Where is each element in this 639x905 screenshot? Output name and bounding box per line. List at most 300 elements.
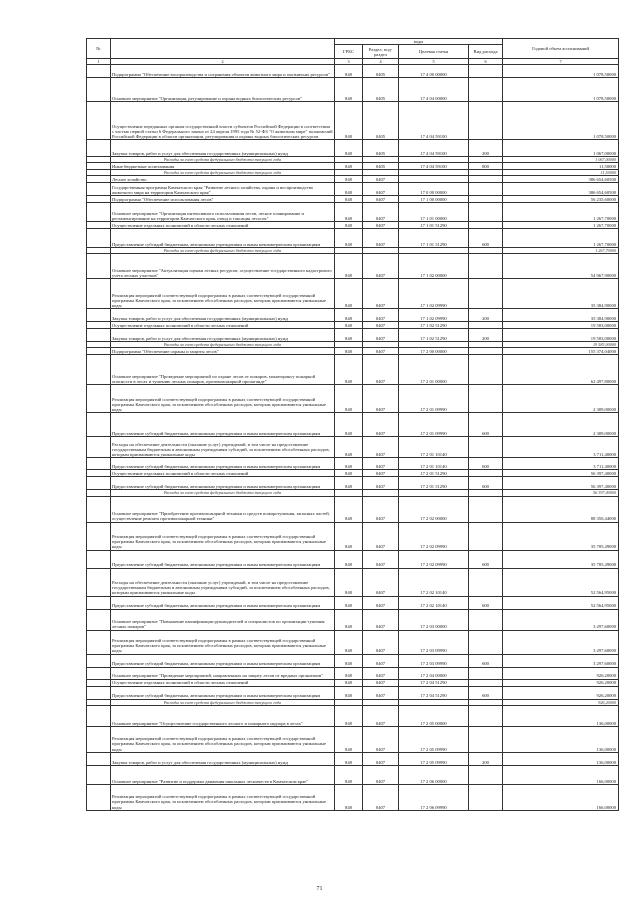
row-amount: 56 397,40000 — [503, 490, 619, 496]
row-grbs: 848 — [335, 437, 363, 458]
row-target-article: 17 2 01 51290 — [399, 477, 469, 490]
budget-page — [86, 38, 618, 811]
table-row — [87, 667, 619, 679]
row-number — [87, 686, 111, 699]
row-number — [87, 679, 111, 686]
colnum-5: 5 — [399, 59, 469, 65]
row-target-article: 17 2 02 00000 — [399, 496, 469, 522]
row-amount: 136,00000 — [503, 726, 619, 752]
row-grbs: 848 — [335, 222, 363, 229]
table-row — [87, 65, 619, 78]
row-grbs: 848 — [335, 413, 363, 437]
row-amount: 56 397,40000 — [503, 470, 619, 477]
row-name: Предоставление субсидий бюджетным, автономным учреждениям и иным некоммерческим организациям — [111, 550, 335, 568]
row-razdel: 0407 — [363, 254, 399, 279]
row-razdel: 0407 — [363, 667, 399, 679]
row-grbs: 848 — [335, 550, 363, 568]
row-target-article: 17 2 01 10140 — [399, 437, 469, 458]
row-name: Закупка товаров, работ и услуг для обеспечения государственных (муниципальных) нужд — [111, 329, 335, 342]
row-grbs: 848 — [335, 765, 363, 784]
row-razdel: 0407 — [363, 437, 399, 458]
row-grbs: 848 — [335, 65, 363, 78]
row-number — [87, 630, 111, 654]
row-grbs: 848 — [335, 348, 363, 355]
row-expense-type: 600 — [469, 654, 503, 667]
table-row — [87, 609, 619, 630]
row-name: Расходы за счет средств федерального бюджета текущего года — [111, 248, 335, 254]
row-name: Подпрограмма "Обеспечение воспроизводства и сохранения объектов животного мира и охотничьих ресурсов" — [111, 65, 335, 78]
header-year-amount: Годовой объем ассигнований — [503, 39, 619, 59]
row-amount: 386 654,60500 — [503, 183, 619, 196]
row-target-article: 17 2 02 09990 — [399, 522, 469, 550]
row-amount: 11,50000 — [503, 163, 619, 170]
row-amount: 19 583,00000 — [503, 322, 619, 329]
row-amount: 1 267,70000 — [503, 229, 619, 248]
table-row — [87, 322, 619, 329]
row-target-article: 17 2 01 09990 — [399, 413, 469, 437]
row-grbs: 848 — [335, 329, 363, 342]
row-name: Иные бюджетные ассигнования — [111, 163, 335, 170]
row-number — [87, 196, 111, 203]
table-row — [87, 752, 619, 765]
row-name: Закупка товаров, работ и услуг для обеспечения государственных (муниципальных) нужд — [111, 752, 335, 765]
row-name: Основное мероприятие "Осуществление государственного лесного и пожарного надзора в лесах" — [111, 705, 335, 726]
row-number — [87, 78, 111, 102]
row-grbs: 848 — [335, 705, 363, 726]
row-name: Предоставление субсидий бюджетным, автономным учреждениям и иным некоммерческим организациям — [111, 458, 335, 470]
row-number — [87, 163, 111, 170]
row-expense-type — [469, 437, 503, 458]
row-target-article: 17 1 02 51290 — [399, 322, 469, 329]
row-name: Основное мероприятие "Актуализация оценки лесных ресурсов, осуществление государственного кадастрового учета лесных участков" — [111, 254, 335, 279]
row-expense-type — [469, 385, 503, 413]
row-grbs: 848 — [335, 458, 363, 470]
table-row — [87, 183, 619, 196]
table-row — [87, 496, 619, 522]
row-target-article: 17 4 04 59100 — [399, 163, 469, 170]
colnum-7: 7 — [503, 59, 619, 65]
row-amount: 62 497,80000 — [503, 355, 619, 385]
row-number — [87, 65, 111, 78]
row-target-article — [399, 176, 469, 183]
row-target-article: 17 2 05 00000 — [399, 705, 469, 726]
row-number — [87, 329, 111, 342]
row-target-article: 17 4 04 59100 — [399, 140, 469, 157]
row-name: Основное мероприятие "Проведение мероприятий, направленных на защиту лесов от вредных организмов" — [111, 667, 335, 679]
table-row — [87, 784, 619, 810]
row-target-article: 17 2 03 09990 — [399, 630, 469, 654]
row-amount: 19 583,00000 — [503, 329, 619, 342]
row-razdel: 0407 — [363, 229, 399, 248]
row-grbs: 848 — [335, 496, 363, 522]
row-target-article: 17 2 01 51290 — [399, 470, 469, 477]
row-expense-type — [469, 176, 503, 183]
row-expense-type: 600 — [469, 413, 503, 437]
row-razdel: 0407 — [363, 329, 399, 342]
row-expense-type — [469, 609, 503, 630]
row-target-article: 17 1 00 00000 — [399, 196, 469, 203]
row-number — [87, 458, 111, 470]
header-target-article: Целевая статья — [399, 45, 469, 59]
row-expense-type — [469, 765, 503, 784]
row-expense-type — [469, 522, 503, 550]
row-name: Предоставление субсидий бюджетным, автономным учреждениям и иным некоммерческим организациям — [111, 596, 335, 609]
row-amount: 926,20000 — [503, 699, 619, 705]
row-name: Реализация мероприятий соответствующей подпрограммы в рамках соответствующей государственной программы Камчатского края, за исключением обособленных расходов, которым присваиваются уникальные коды — [111, 726, 335, 752]
row-razdel: 0407 — [363, 183, 399, 196]
row-amount: 1 267,70000 — [503, 248, 619, 254]
row-name: Расходы за счет средств федерального бюджета текущего года — [111, 170, 335, 176]
row-expense-type — [469, 196, 503, 203]
row-amount: 136,00000 — [503, 705, 619, 726]
colnum-2: 2 — [111, 59, 335, 65]
row-razdel: 0405 — [363, 102, 399, 140]
row-number — [87, 229, 111, 248]
row-number — [87, 550, 111, 568]
row-grbs: 848 — [335, 203, 363, 222]
row-name: Реализация мероприятий соответствующей подпрограммы в рамках соответствующей государственной программы Камчатского края, за исключением обособленных расходов, которым присваиваются уникальные коды — [111, 784, 335, 810]
row-amount: 54 967,90000 — [503, 254, 619, 279]
row-razdel: 0407 — [363, 630, 399, 654]
row-target-article: 17 1 02 09990 — [399, 279, 469, 309]
row-number — [87, 596, 111, 609]
row-amount: 136,00000 — [503, 752, 619, 765]
row-razdel: 0405 — [363, 78, 399, 102]
page-number: 71 — [316, 886, 323, 892]
row-amount: 56 235,60000 — [503, 196, 619, 203]
row-amount: 1 078,50000 — [503, 65, 619, 78]
row-amount: 155 374,04000 — [503, 348, 619, 355]
row-name: Реализация мероприятий соответствующей подпрограммы в рамках соответствующей государственной программы Камчатского края, за исключением обособленных расходов, которым присваиваются уникальные коды — [111, 385, 335, 413]
table-row — [87, 329, 619, 342]
row-grbs: 848 — [335, 726, 363, 752]
row-expense-type — [469, 630, 503, 654]
table-row — [87, 348, 619, 355]
row-razdel: 0405 — [363, 140, 399, 157]
row-number — [87, 765, 111, 784]
row-name: Расходы за счет средств федерального бюджета текущего года — [111, 490, 335, 496]
row-name: Основное мероприятие "Развитие и поддержка движения школьных лесничеств в Камчатском крае" — [111, 765, 335, 784]
row-number — [87, 667, 111, 679]
row-razdel: 0407 — [363, 679, 399, 686]
row-grbs: 848 — [335, 322, 363, 329]
colnum-4: 4 — [363, 59, 399, 65]
row-razdel: 0407 — [363, 550, 399, 568]
row-grbs: 848 — [335, 309, 363, 322]
row-target-article: 17 2 02 10140 — [399, 596, 469, 609]
row-number — [87, 784, 111, 810]
row-name: Реализация мероприятий соответствующей подпрограммы в рамках соответствующей государственной программы Камчатского края, за исключением обособленных расходов, которым присваиваются уникальные коды — [111, 279, 335, 309]
row-name: Предоставление субсидий бюджетным, автономным учреждениям и иным некоммерческим организациям — [111, 413, 335, 437]
row-name: Предоставление субсидий бюджетным, автономным учреждениям и иным некоммерческим организациям — [111, 229, 335, 248]
row-name: Основное мероприятие "Приобретение противопожарной техники и средств пожаротушения, запасных частей, осуществление ремонта противопожарной техники" — [111, 496, 335, 522]
row-target-article: 17 2 05 09990 — [399, 726, 469, 752]
row-expense-type — [469, 203, 503, 222]
row-expense-type: 600 — [469, 477, 503, 490]
row-name: Государственная программа Камчатского края "Развитие лесного хозяйства, охрана и воспроизводство животного мира на территории Камчатского края" — [111, 183, 335, 196]
row-target-article: 17 4 04 00000 — [399, 78, 469, 102]
row-amount: 1 067,00000 — [503, 140, 619, 157]
row-razdel: 0407 — [363, 203, 399, 222]
row-name: Предоставление субсидий бюджетным, автономным учреждениям и иным некоммерческим организациям — [111, 654, 335, 667]
row-grbs: 848 — [335, 784, 363, 810]
row-grbs: 848 — [335, 355, 363, 385]
row-number — [87, 140, 111, 157]
row-number — [87, 654, 111, 667]
table-row — [87, 140, 619, 157]
row-number — [87, 609, 111, 630]
row-name: Осуществление переданных органам государственной власти субъектов Российской Федерации в соответствии с частью первой статьи 6 Федерального закона от 24 апреля 1995 года № 52-ФЗ "О животном мире" полномочий Российской Федерации в области организации, регулирования и охраны водных биологических ресурсов — [111, 102, 335, 140]
row-razdel: 0407 — [363, 385, 399, 413]
row-number — [87, 522, 111, 550]
table-row — [87, 222, 619, 229]
row-expense-type — [469, 222, 503, 229]
table-row — [87, 196, 619, 203]
row-grbs: 848 — [335, 568, 363, 596]
table-row — [87, 726, 619, 752]
table-row — [87, 355, 619, 385]
row-amount: 386 654,60500 — [503, 176, 619, 183]
row-target-article: 17 2 02 09990 — [399, 550, 469, 568]
row-amount: 35 384,90000 — [503, 279, 619, 309]
row-number — [87, 203, 111, 222]
row-razdel: 0407 — [363, 355, 399, 385]
row-expense-type — [469, 496, 503, 522]
table-row — [87, 163, 619, 170]
row-expense-type — [469, 568, 503, 596]
row-number — [87, 348, 111, 355]
row-target-article: 17 0 00 00000 — [399, 183, 469, 196]
row-grbs: 848 — [335, 686, 363, 699]
row-amount: 11,50000 — [503, 170, 619, 176]
row-grbs: 848 — [335, 654, 363, 667]
row-razdel: 0407 — [363, 348, 399, 355]
row-expense-type: 800 — [469, 163, 503, 170]
row-target-article: 17 2 01 10140 — [399, 458, 469, 470]
table-row — [87, 686, 619, 699]
table-row — [87, 176, 619, 183]
table-row — [87, 229, 619, 248]
budget-table — [86, 38, 619, 811]
header-codes: коды — [335, 39, 503, 45]
row-razdel: 0407 — [363, 596, 399, 609]
table-row — [87, 279, 619, 309]
row-expense-type: 200 — [469, 309, 503, 322]
row-name: Лесное хозяйство — [111, 176, 335, 183]
row-expense-type: 600 — [469, 458, 503, 470]
row-razdel: 0405 — [363, 163, 399, 170]
row-razdel: 0407 — [363, 522, 399, 550]
row-name: Основное мероприятие "Проведение мероприятий по охране лесов от пожаров, мониторингу пожарной опасности в лесах и тушению лесных пожаров, противопожарной пропаганде" — [111, 355, 335, 385]
row-name: Осуществление отдельных полномочий в области лесных отношений — [111, 470, 335, 477]
row-target-article: 17 2 04 51290 — [399, 686, 469, 699]
row-grbs: 848 — [335, 752, 363, 765]
row-name: Основное мероприятие "Повышение квалификации руководителей и специалистов по организации тушения лесных пожаров" — [111, 609, 335, 630]
row-razdel: 0407 — [363, 196, 399, 203]
row-amount: 166,00000 — [503, 784, 619, 810]
row-expense-type — [469, 705, 503, 726]
row-grbs: 848 — [335, 385, 363, 413]
row-razdel: 0407 — [363, 609, 399, 630]
row-name: Расходы на обеспечение деятельности (оказание услуг) учреждений, в том числе на предоставление государственным бюджетным и автономным учреждениям субсидий, за исключением обособленных расходов, которым присваиваются уникальные коды — [111, 568, 335, 596]
row-number — [87, 102, 111, 140]
colnum-3: 3 — [335, 59, 363, 65]
row-grbs: 848 — [335, 522, 363, 550]
row-target-article: 17 2 05 09990 — [399, 752, 469, 765]
table-row — [87, 254, 619, 279]
row-expense-type — [469, 679, 503, 686]
row-grbs: 848 — [335, 596, 363, 609]
table-header — [87, 39, 619, 65]
row-target-article: 17 2 06 00000 — [399, 765, 469, 784]
table-row — [87, 309, 619, 322]
row-expense-type — [469, 348, 503, 355]
row-expense-type: 600 — [469, 550, 503, 568]
row-number — [87, 705, 111, 726]
row-name: Предоставление субсидий бюджетным, автономным учреждениям и иным некоммерческим организациям — [111, 686, 335, 699]
row-target-article: 17 2 04 00000 — [399, 667, 469, 679]
row-number — [87, 309, 111, 322]
row-target-article: 17 1 01 51290 — [399, 229, 469, 248]
table-row — [87, 385, 619, 413]
row-razdel: 0407 — [363, 784, 399, 810]
row-expense-type — [469, 279, 503, 309]
header-expense-type: Вид расхода — [469, 45, 503, 59]
table-row — [87, 630, 619, 654]
row-target-article: 17 2 06 09990 — [399, 784, 469, 810]
row-expense-type — [469, 667, 503, 679]
row-name: Осуществление отдельных полномочий в области лесных отношений — [111, 679, 335, 686]
row-razdel: 0407 — [363, 496, 399, 522]
row-razdel: 0407 — [363, 568, 399, 596]
row-name: Закупка товаров, работ и услуг для обеспечения государственных (муниципальных) нужд — [111, 309, 335, 322]
row-expense-type — [469, 322, 503, 329]
row-expense-type — [469, 254, 503, 279]
row-razdel: 0407 — [363, 705, 399, 726]
row-number — [87, 752, 111, 765]
row-amount: 19 583,00000 — [503, 342, 619, 348]
row-number — [87, 355, 111, 385]
row-razdel: 0407 — [363, 322, 399, 329]
row-expense-type: 200 — [469, 140, 503, 157]
row-target-article: 17 2 01 00000 — [399, 355, 469, 385]
row-expense-type: 200 — [469, 329, 503, 342]
table-body — [87, 65, 619, 811]
row-amount: 926,20000 — [503, 686, 619, 699]
header-razdel: Раздел, под-раздел — [363, 45, 399, 59]
row-razdel: 0407 — [363, 477, 399, 490]
row-grbs: 848 — [335, 667, 363, 679]
table-row — [87, 78, 619, 102]
row-expense-type — [469, 355, 503, 385]
row-grbs: 848 — [335, 254, 363, 279]
row-amount: 3 297,60000 — [503, 654, 619, 667]
row-expense-type — [469, 726, 503, 752]
table-row — [87, 203, 619, 222]
colnum-1: 1 — [87, 59, 111, 65]
row-name: Основное мероприятие "Организация, регулирование и охрана водных биологических ресурсов" — [111, 78, 335, 102]
row-name: Расходы за счет средств федерального бюджета текущего года — [111, 699, 335, 705]
row-amount: 35 384,90000 — [503, 309, 619, 322]
table-row — [87, 458, 619, 470]
header-grbs: ГРБС — [335, 45, 363, 59]
row-grbs: 848 — [335, 679, 363, 686]
row-amount: 2 389,00000 — [503, 385, 619, 413]
header-name — [111, 39, 335, 59]
row-grbs: 848 — [335, 176, 363, 183]
row-target-article: 17 2 02 10140 — [399, 568, 469, 596]
row-amount: 56 397,40000 — [503, 477, 619, 490]
row-grbs: 848 — [335, 102, 363, 140]
row-amount: 926,20000 — [503, 667, 619, 679]
row-amount: 52 564,95000 — [503, 568, 619, 596]
header-number: № — [87, 39, 111, 59]
row-expense-type — [469, 784, 503, 810]
row-target-article: 17 2 04 51290 — [399, 679, 469, 686]
row-number — [87, 279, 111, 309]
row-amount: 35 785,49000 — [503, 522, 619, 550]
table-row — [87, 413, 619, 437]
row-razdel: 0407 — [363, 752, 399, 765]
table-row — [87, 596, 619, 609]
row-number — [87, 176, 111, 183]
row-razdel: 0405 — [363, 65, 399, 78]
row-name: Реализация мероприятий соответствующей подпрограммы в рамках соответствующей государственной программы Камчатского края, за исключением обособленных расходов, которым присваиваются уникальные коды — [111, 522, 335, 550]
table-row — [87, 477, 619, 490]
row-number — [87, 413, 111, 437]
row-number — [87, 183, 111, 196]
row-amount: 3 297,60000 — [503, 630, 619, 654]
row-razdel: 0407 — [363, 686, 399, 699]
row-name: Осуществление отдельных полномочий в области лесных отношений — [111, 322, 335, 329]
row-target-article: 17 2 03 09990 — [399, 654, 469, 667]
row-expense-type — [469, 470, 503, 477]
row-amount: 1 067,00000 — [503, 157, 619, 163]
row-number — [87, 385, 111, 413]
row-amount: 3 711,40000 — [503, 437, 619, 458]
row-amount: 926,20000 — [503, 679, 619, 686]
colnum-6: 6 — [469, 59, 503, 65]
row-number — [87, 322, 111, 329]
row-grbs: 848 — [335, 183, 363, 196]
row-target-article: 17 1 01 51290 — [399, 222, 469, 229]
row-amount: 166,00000 — [503, 765, 619, 784]
table-row — [87, 654, 619, 667]
row-razdel: 0407 — [363, 458, 399, 470]
row-name: Осуществление отдельных полномочий в области лесных отношений — [111, 222, 335, 229]
row-amount: 35 785,49000 — [503, 550, 619, 568]
row-amount: 88 350,44000 — [503, 496, 619, 522]
table-row — [87, 705, 619, 726]
row-amount: 1 267,70000 — [503, 222, 619, 229]
row-amount: 52 564,95000 — [503, 596, 619, 609]
row-amount: 1 078,50000 — [503, 102, 619, 140]
row-expense-type: 200 — [469, 752, 503, 765]
row-expense-type: 600 — [469, 596, 503, 609]
row-grbs: 848 — [335, 279, 363, 309]
row-razdel: 0407 — [363, 309, 399, 322]
row-amount: 1 267,70000 — [503, 203, 619, 222]
row-name: Предоставление субсидий бюджетным, автономным учреждениям и иным некоммерческим организациям — [111, 477, 335, 490]
row-target-article: 17 2 01 09990 — [399, 385, 469, 413]
row-number — [87, 726, 111, 752]
table-row — [87, 522, 619, 550]
row-name: Расходы за счет средств федерального бюджета текущего года — [111, 157, 335, 163]
table-row — [87, 765, 619, 784]
row-razdel: 0407 — [363, 726, 399, 752]
row-grbs: 848 — [335, 630, 363, 654]
row-grbs: 848 — [335, 163, 363, 170]
